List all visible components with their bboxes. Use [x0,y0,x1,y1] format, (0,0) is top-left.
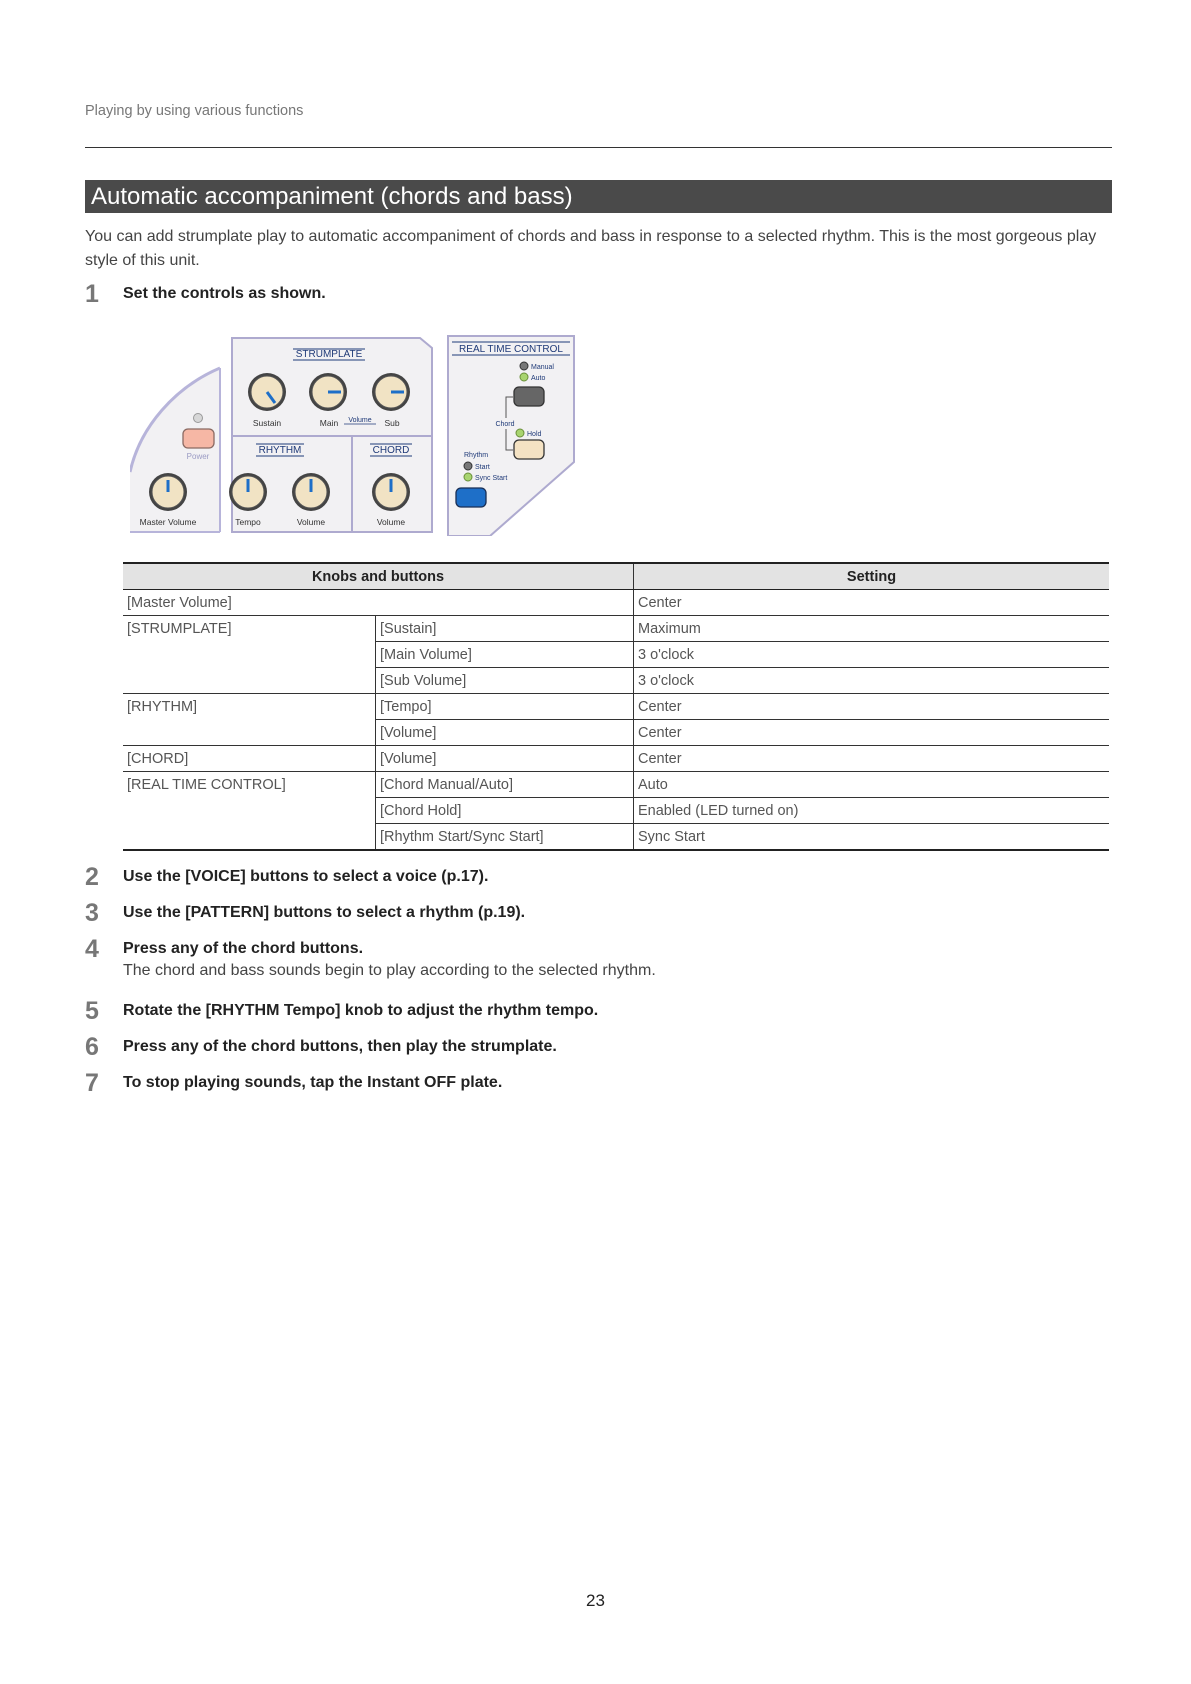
sync-start-label: Sync Start [475,475,508,482]
row-item: [Chord Manual/Auto] [376,772,634,798]
row-setting: Sync Start [634,824,1110,851]
row-item: [Rhythm Start/Sync Start] [376,824,634,851]
sustain-label: Sustain [252,418,282,428]
rhythm-volume-knob[interactable] [292,473,330,511]
hold-led-icon [516,429,524,437]
row-group: [CHORD] [123,746,376,772]
step-number: 2 [85,863,99,891]
step-text: Use the [PATTERN] buttons to select a rhythm (p.19). [123,904,526,921]
running-head: Playing by using various functions [85,103,304,119]
step-number: 6 [85,1033,99,1061]
start-led-icon [464,462,472,470]
table-row [123,746,1109,772]
rhythm-volume-label: Volume [296,517,326,527]
intro-paragraph: You can add strumplate play to automatic accompaniment of chords and bass in response to a selected rhythm. This is the most gorgeous play style of this unit. [85,228,1097,269]
row-group [123,642,376,668]
step-text: Use the [VOICE] buttons to select a voice (p.17). [123,868,489,885]
row-group: [REAL TIME CONTROL] [123,772,376,798]
chord-label: Chord [495,421,515,428]
header-knobs-buttons: Knobs and buttons [123,563,634,590]
table-row [123,824,1109,851]
rhythm-label: Rhythm [464,452,489,459]
row-item: [Volume] [376,746,634,772]
row-group [123,668,376,694]
row-item: [Tempo] [376,694,634,720]
row-item: [Chord Hold] [376,798,634,824]
row-setting: Center [634,746,1110,772]
row-item: [Sub Volume] [376,668,634,694]
settings-table [123,562,1109,851]
header-setting: Setting [634,563,1110,590]
table-row [123,694,1109,720]
rhythm-tempo-knob[interactable] [229,473,267,511]
row-setting: Center [634,694,1110,720]
hold-label: Hold [527,431,542,438]
table-row [123,616,1109,642]
chord-manual-auto-button[interactable] [514,387,544,406]
control-panel-illustration [130,332,620,536]
master-volume-label: Master Volume [139,517,197,527]
power-led-icon [194,414,203,423]
main-label: Main [319,418,339,428]
row-group [123,720,376,746]
row-group: [STRUMPLATE] [123,616,376,642]
row-setting: Maximum [634,616,1110,642]
table-row [123,642,1109,668]
page-number: 23 [586,1591,605,1610]
strumplate-header: STRUMPLATE [295,349,363,360]
main-volume-knob[interactable] [309,373,347,411]
step-number: 1 [85,280,99,308]
row-group: [RHYTHM] [123,694,376,720]
step-text: Set the controls as shown. [123,285,326,302]
row-setting: 3 o'clock [634,668,1110,694]
real-time-control-section [448,336,574,536]
chord-volume-label: Volume [376,517,406,527]
volume-small-label: Volume [348,417,372,424]
sync-start-led-icon [464,473,472,481]
tempo-label: Tempo [235,517,261,527]
row-setting: Center [634,720,1110,746]
row-setting: 3 o'clock [634,642,1110,668]
auto-label: Auto [531,375,546,382]
table-row [123,798,1109,824]
manual-label: Manual [531,364,554,371]
section-title: Automatic accompaniment (chords and bass) [85,180,1112,213]
step-number: 3 [85,899,99,927]
rtc-header: REAL TIME CONTROL [459,344,563,355]
power-label: Power [186,452,210,461]
header-rule [85,147,1112,148]
step-number: 4 [85,935,99,963]
row-group [123,798,376,824]
table-row [123,590,1109,616]
table-row [123,772,1109,798]
row-item: [Main Volume] [376,642,634,668]
step-text: To stop playing sounds, tap the Instant OFF plate. [123,1074,503,1091]
sub-label: Sub [384,418,400,428]
chord-volume-knob[interactable] [372,473,410,511]
auto-led-icon [520,373,528,381]
table-row [123,720,1109,746]
row-item: [Volume] [376,720,634,746]
chord-hold-button[interactable] [514,440,544,459]
sub-volume-knob[interactable] [372,373,410,411]
row-group [123,824,376,851]
strumplate-section [229,338,432,532]
table-row [123,668,1109,694]
step-text: Press any of the chord buttons. [123,940,364,957]
row-setting: Center [634,590,1110,616]
manual-led-icon [520,362,528,370]
step-number: 7 [85,1069,99,1097]
row-group: [Master Volume] [123,590,634,616]
chord-header: CHORD [372,445,410,456]
row-setting: Auto [634,772,1110,798]
row-item: [Sustain] [376,616,634,642]
step-text: Rotate the [RHYTHM Tempo] knob to adjust the rhythm tempo. [123,1002,599,1019]
sustain-knob[interactable] [248,373,286,411]
step-number: 5 [85,997,99,1025]
power-button[interactable] [183,429,214,448]
step-text: Press any of the chord buttons, then play the strumplate. [123,1038,557,1055]
row-setting: Enabled (LED turned on) [634,798,1110,824]
step-description: The chord and bass sounds begin to play according to the selected rhythm. [123,962,656,979]
master-volume-knob[interactable] [149,473,187,511]
rhythm-start-button[interactable] [456,488,486,507]
master-section [130,368,220,532]
start-label: Start [475,464,490,471]
rhythm-header: RHYTHM [258,445,302,456]
